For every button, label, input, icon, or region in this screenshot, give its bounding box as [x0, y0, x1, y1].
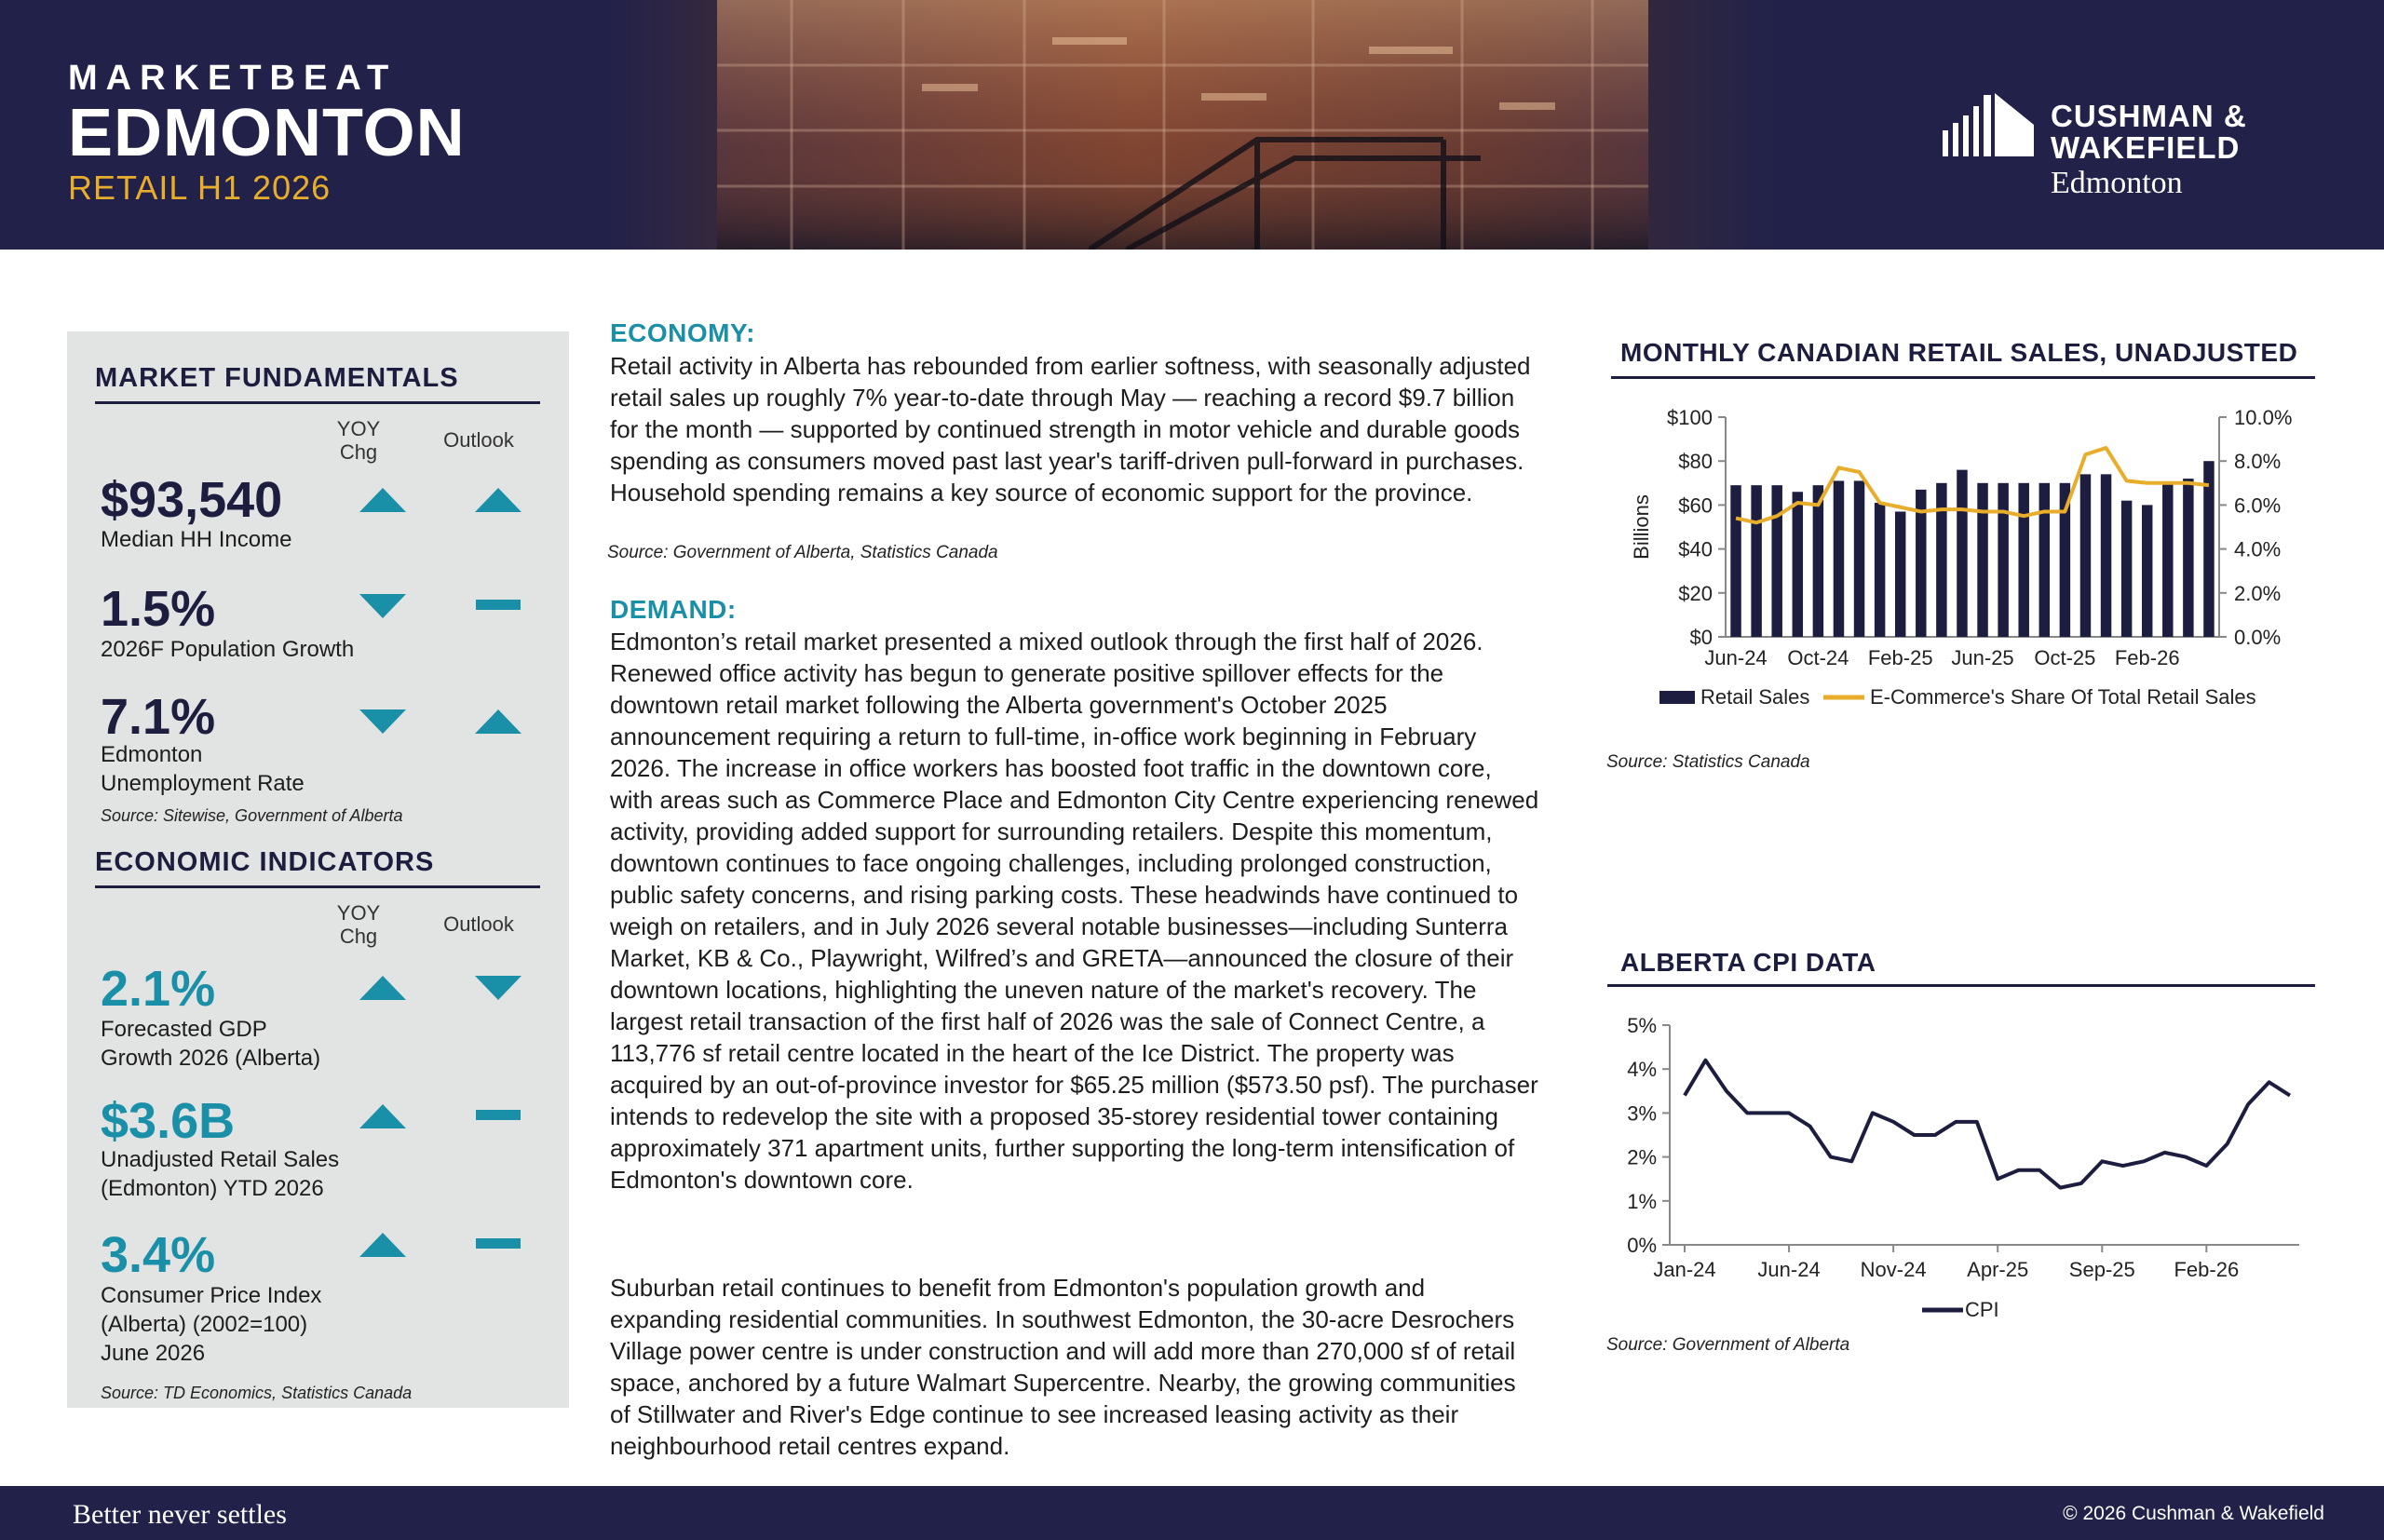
bar — [1895, 511, 1905, 637]
logo-office: Edmonton — [2051, 166, 2183, 200]
report-footer — [0, 1486, 2384, 1540]
bar — [1771, 485, 1781, 637]
bar — [2183, 479, 2193, 637]
legend-label: Retail Sales — [1700, 685, 1810, 709]
metric-label: Forecasted GDP Growth 2026 (Alberta) — [101, 1017, 321, 1071]
report-brand — [68, 60, 466, 207]
metric-label: Median HH Income — [101, 527, 292, 552]
y-axis-label: Billions — [1630, 494, 1653, 560]
chart-divider — [1611, 376, 2315, 379]
x-tick-label: Jun-24 — [1704, 646, 1768, 669]
y2-tick-label: 4.0% — [2234, 537, 2282, 561]
bar — [2018, 483, 2028, 637]
bar — [1793, 492, 1803, 637]
bar — [1998, 483, 2008, 637]
logo-name — [2051, 101, 2247, 164]
y-tick-label: $40 — [1678, 537, 1713, 561]
arrow-down-icon — [473, 974, 523, 1002]
bar — [1854, 480, 1864, 637]
economy-paragraph: Retail activity in Alberta has rebounded from earlier softness, with seasonally adjusted retail sales up roughly 7% year-to-date through May — reaching a record $9.7 billion for the month — supported by continued strength in motor vehicle and durable goods spending as consumers moved past last year's tariff-driven pull-forward in purchases. Household spending remains a key source of economic support for the province. — [610, 352, 1531, 507]
x-tick-label: Feb-26 — [2114, 646, 2180, 669]
logo-mark-icon — [1943, 91, 2036, 158]
y2-tick-label: 0.0% — [2234, 626, 2282, 649]
cpi-chart — [1607, 996, 2334, 1331]
x-tick-label: Oct-24 — [1787, 646, 1849, 669]
bar — [2039, 483, 2050, 637]
report-subtitle: RETAIL H1 2026 — [68, 169, 332, 207]
y-tick-label: $80 — [1678, 450, 1713, 474]
footer-tagline: Better never settles — [73, 1499, 287, 1530]
y-tick-label: $20 — [1678, 581, 1713, 605]
y-tick-label: $0 — [1689, 626, 1713, 649]
x-tick-label: Apr-25 — [1967, 1258, 2029, 1281]
metric-label: 2026F Population Growth — [101, 637, 355, 662]
economy-heading: ECONOMY: — [610, 318, 755, 347]
metric-value: 1.5% — [101, 581, 216, 637]
bar — [2101, 474, 2111, 637]
metric-value: 7.1% — [101, 689, 216, 745]
arrow-down-icon — [358, 708, 408, 736]
sidebar-source: Source: Sitewise, Government of Alberta — [101, 806, 403, 825]
metric-value: 3.4% — [101, 1227, 216, 1283]
y2-tick-label: 2.0% — [2234, 581, 2282, 605]
metric-value: $93,540 — [101, 472, 283, 528]
report-kicker: MARKETBEAT — [68, 59, 398, 98]
dash-flat-icon — [473, 592, 523, 620]
bar — [2142, 505, 2152, 637]
arrow-down-icon — [358, 592, 408, 620]
bar — [1875, 503, 1885, 637]
metric-value: 2.1% — [101, 961, 216, 1017]
y-tick-label: 0% — [1627, 1234, 1657, 1257]
metric-label: Edmonton Unemployment Rate — [101, 742, 305, 796]
arrow-up-icon — [358, 1102, 408, 1130]
chart-source: Source: Government of Alberta — [1606, 1335, 1850, 1355]
legend-label: CPI — [1965, 1298, 1999, 1321]
col-head-outlook: Outlook — [443, 912, 514, 936]
metric-label: Consumer Price Index (Alberta) (2002=100) June 2026 — [101, 1283, 322, 1366]
x-tick-label: Nov-24 — [1860, 1258, 1927, 1281]
legend-label: E-Commerce's Share Of Total Retail Sales — [1870, 685, 2256, 709]
x-tick-label: Jun-24 — [1757, 1258, 1821, 1281]
legend-swatch — [1659, 691, 1695, 704]
chart-title: ALBERTA CPI DATA — [1620, 948, 1876, 977]
bar — [2080, 474, 2091, 637]
bar — [1730, 485, 1741, 637]
bar — [1936, 483, 1946, 637]
col-head-yoy: YOY Chg — [336, 417, 381, 464]
chart-title: MONTHLY CANADIAN RETAIL SALES, UNADJUSTED — [1620, 338, 2298, 367]
y-tick-label: 1% — [1627, 1189, 1657, 1213]
col-head-yoy: YOY Chg — [336, 901, 381, 948]
y-tick-label: 5% — [1627, 1014, 1657, 1037]
dash-flat-icon — [473, 1102, 523, 1130]
x-tick-label: Oct-25 — [2034, 646, 2096, 669]
col-head-outlook: Outlook — [443, 428, 514, 452]
economic-indicators-title: ECONOMIC INDICATORS — [95, 847, 435, 877]
section-divider — [95, 885, 540, 888]
report-header — [0, 0, 2384, 250]
footer-copyright: © 2026 Cushman & Wakefield — [2063, 1503, 2324, 1524]
arrow-up-icon — [473, 486, 523, 514]
y-tick-label: $60 — [1678, 493, 1713, 518]
retail-sales-chart — [1611, 391, 2337, 726]
arrow-up-icon — [358, 974, 408, 1002]
bar — [2162, 483, 2173, 637]
x-tick-label: Sep-25 — [2068, 1258, 2135, 1281]
x-tick-label: Feb-25 — [1867, 646, 1933, 669]
series-line — [1736, 448, 2209, 522]
y-tick-label: $100 — [1667, 406, 1713, 429]
economy-source: Source: Government of Alberta, Statistics Canada — [607, 543, 998, 562]
y2-tick-label: 8.0% — [2234, 450, 2282, 474]
demand-paragraph: Edmonton’s retail market presented a mixed outlook through the first half of 2026. Renewed office activity has begun to generate positive spillover effects for the downtown retail market following the Alberta government's October 2025 announcement requiring a return to full-time, in-office work beginning in February 2026. The increase in office workers has boosted foot traffic in the downtown core, with areas such as Commerce Place and Edmonton City Centre experiencing renewed activity, providing added support for surrounding retailers. Despite this momentum, downtown continues to face ongoing challenges, including prolonged construction, public safety concerns, and rising parking costs. These headwinds have continued to weigh on retailers, and in July 2026 several notable businesses—including Sunterra Market, KB & Co., Playwright, Wilfred’s and GRETA—announced the closure of their downtown locations, highlighting the uneven nature of the market's recovery. The largest retail transaction of the first half of 2026 was the sale of Connect Centre, a 113,776 sf retail centre located in the heart of the Ice District. The property was acquired by an out-of-province investor for $65.25 million ($573.50 psf). The purchaser intends to redevelop the site with a proposed 35-storey residential tower containing approximately 371 apartment units, further supporting the long-term intensification of Edmonton's downtown core. — [610, 628, 1539, 1194]
bar — [1977, 483, 1987, 637]
report-city: EDMONTON — [68, 96, 466, 170]
x-tick-label: Feb-26 — [2174, 1258, 2240, 1281]
bar — [1751, 485, 1761, 637]
y-tick-label: 4% — [1627, 1058, 1657, 1082]
x-tick-label: Jun-25 — [1951, 646, 2014, 669]
series-line — [1685, 1060, 2290, 1188]
x-tick-label: Jan-24 — [1653, 1258, 1716, 1281]
demand-heading: DEMAND: — [610, 595, 737, 624]
sidebar-source: Source: TD Economics, Statistics Canada — [101, 1384, 413, 1402]
arrow-up-icon — [358, 1231, 408, 1259]
logo-name-line1: CUSHMAN & — [2051, 99, 2247, 133]
bar — [1834, 480, 1844, 637]
y2-tick-label: 10.0% — [2234, 406, 2293, 429]
bar — [1957, 470, 1967, 637]
y-tick-label: 3% — [1627, 1101, 1657, 1126]
hero-image — [605, 0, 1779, 250]
y2-tick-label: 6.0% — [2234, 493, 2282, 518]
bar — [2121, 501, 2132, 637]
bar — [2203, 461, 2214, 637]
demand-paragraph-suburban: Suburban retail continues to benefit from Edmonton's population growth and expanding residential communities. In southwest Edmonton, the 30-acre Desrochers Village power centre is under construction and will add more than 270,000 sf of retail space, anchored by a future Walmart Supercentre. Nearby, the growing communities of Stillwater and River's Edge continue to see increased leasing activity as their neighbourhood retail centres expand. — [610, 1274, 1516, 1460]
arrow-up-icon — [358, 486, 408, 514]
logo-name-line2: WAKEFIELD — [2051, 130, 2241, 165]
bar — [1813, 485, 1823, 637]
y-tick-label: 2% — [1627, 1145, 1657, 1169]
arrow-up-icon — [473, 708, 523, 736]
section-divider — [95, 401, 540, 404]
chart-source: Source: Statistics Canada — [1606, 752, 1810, 772]
market-fundamentals-title: MARKET FUNDAMENTALS — [95, 363, 459, 393]
metric-value: $3.6B — [101, 1093, 236, 1149]
metric-label: Unadjusted Retail Sales (Edmonton) YTD 2026 — [101, 1147, 340, 1201]
chart-divider — [1607, 984, 2315, 987]
dash-flat-icon — [473, 1231, 523, 1259]
company-logo — [1943, 91, 2278, 203]
sidebar-panel — [67, 331, 569, 1408]
